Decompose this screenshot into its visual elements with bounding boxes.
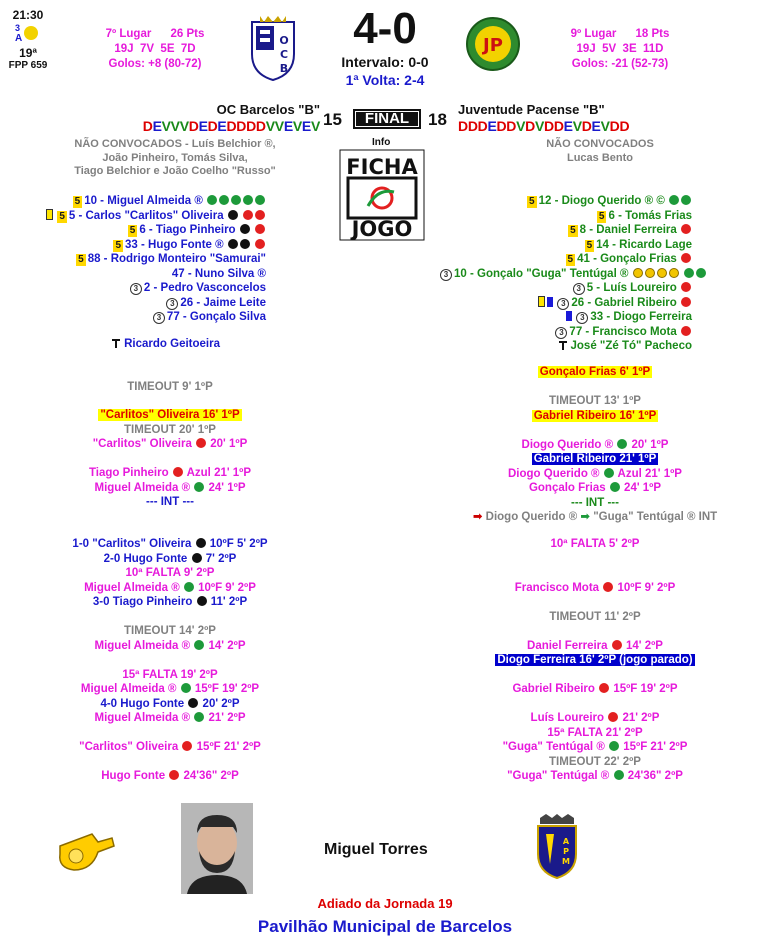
away-goals: Golos: -21 (52-73) <box>571 58 669 70</box>
postponed-note: Adiado da Jornada 19 <box>317 896 453 911</box>
form-letter: E <box>487 118 497 134</box>
form-letter: V <box>265 118 275 134</box>
info-link[interactable]: Info <box>372 137 391 148</box>
event-row: "Carlitos" Oliveira 16' 1ºP <box>100 409 240 421</box>
event-row: 2-0 Hugo Fonte 7' 2ºP <box>103 552 237 565</box>
event-row: Gabriel Ribeiro 16' 1ºP <box>533 409 657 422</box>
away-not-called: NÃO CONVOCADOS <box>546 138 654 150</box>
event-row: Daniel Ferreira 14' 2ºP <box>527 639 663 652</box>
event-row: Diogo Querido ® Azul 21' 1ºP <box>508 467 682 480</box>
home-form <box>124 118 320 134</box>
list-item: 5 33 - Hugo Fonte ® <box>20 238 266 253</box>
list-item: 5 88 - Rodrigo Monteiro "Samurai" <box>78 253 266 265</box>
event-row: Gabriel Ribeiro 15ºF 19' 2ºP <box>512 683 678 695</box>
form-letter: V <box>310 118 320 134</box>
form-letter: E <box>152 118 162 134</box>
svg-text:P: P <box>563 847 569 856</box>
list-item: 5 41 - Gonçalo Frias <box>440 252 692 267</box>
match-time: 21:30 <box>12 8 44 22</box>
svg-text:JP: JP <box>483 35 503 56</box>
event-row: Miguel Almeida ® 10ºF 9' 2ºP <box>84 581 256 594</box>
away-lineup <box>440 194 692 354</box>
home-team-logo <box>246 14 300 82</box>
list-item: 5 14 - Ricardo Lage <box>586 238 692 251</box>
away-form <box>458 118 629 134</box>
svg-text:FICHA: FICHA <box>346 155 418 179</box>
whistle-icon <box>52 826 118 876</box>
list-item: 5 8 - Daniel Ferreira <box>440 223 692 238</box>
form-letter: E <box>563 118 573 134</box>
form-letter: D <box>581 118 592 134</box>
svg-text:JOGO: JOGO <box>351 217 413 241</box>
timeout-home-1: TIMEOUT 9' 1ºP <box>127 381 213 393</box>
away-record: 19J 5V 3E 11D <box>576 43 664 55</box>
form-letter: D <box>188 118 199 134</box>
form-letter: D <box>246 118 256 134</box>
svg-text:M: M <box>562 857 570 866</box>
form-letter: D <box>525 118 535 134</box>
final-score: 4-0 <box>353 4 417 53</box>
form-letter: D <box>619 118 630 134</box>
substitution-arrow-icon: ➡ <box>472 511 483 523</box>
form-letter: D <box>544 118 554 134</box>
event-row: Miguel Almeida ® 14' 2ºP <box>94 639 246 652</box>
event-row: "Carlitos" Oliveira 20' 1ºP <box>92 438 248 450</box>
venue-name: Pavilhão Municipal de Barcelos <box>257 917 513 936</box>
away-coach: José "Zé Tó" Pacheco <box>440 339 692 354</box>
referee-photo <box>181 803 253 894</box>
svg-text:O: O <box>279 34 289 47</box>
form-letter: V <box>170 118 180 134</box>
home-not-called: NÃO CONVOCADOS - Luís Belchior ®, <box>74 138 276 150</box>
form-letter: D <box>142 118 153 134</box>
home-position: 15 <box>323 110 342 129</box>
form-letter: D <box>467 118 478 134</box>
event-row: Miguel Almeida ® 15ºF 19' 2ºP <box>80 683 260 695</box>
halftime-score: Intervalo: 0-0 <box>341 54 429 70</box>
form-letter: E <box>283 118 293 134</box>
home-team-name: OC Barcelos "B" <box>216 102 320 117</box>
away-position: 18 <box>428 110 447 129</box>
list-item: 5 5 - Carlos "Carlitos" Oliveira <box>20 209 266 224</box>
list-item: 3 77 - Francisco Mota <box>440 325 692 340</box>
form-letter: D <box>236 118 247 134</box>
event-row: 4-0 Hugo Fonte 20' 2ºP <box>100 697 240 710</box>
svg-text:C: C <box>279 48 289 61</box>
form-letter: D <box>207 118 218 134</box>
form-letter: V <box>572 118 582 134</box>
event-row: Diogo Querido ® 20' 1ºP <box>521 438 669 451</box>
event-row: Gonçalo Frias 24' 1ºP <box>528 482 662 494</box>
svg-text:A: A <box>562 837 570 846</box>
round-number: 19ª <box>19 46 37 60</box>
event-row: Miguel Almeida ® 21' 2ºP <box>94 712 246 724</box>
final-status-badge: FINAL <box>353 109 421 129</box>
form-letter: E <box>217 118 227 134</box>
form-letter: V <box>179 118 189 134</box>
substitution-row: ➡ Diogo Querido ® ➡ "Guga" Tentúgal ® INT <box>472 511 718 523</box>
list-item: 3 2 - Pedro Vasconcelos <box>20 281 266 296</box>
form-letter: E <box>301 118 311 134</box>
form-letter: D <box>458 118 468 134</box>
home-rank: 7º Lugar 26 Pts <box>105 28 205 40</box>
home-lineup <box>20 194 266 325</box>
event-row: Gonçalo Frias 6' 1ºP <box>539 366 651 378</box>
event-row: Miguel Almeida ® 24' 1ºP <box>94 481 246 494</box>
event-row: "Guga" Tentúgal ® 15ºF 21' 2ºP <box>502 741 688 753</box>
ficha-jogo-logo <box>334 148 430 242</box>
first-leg-score: 1ª Volta: 2-4 <box>345 72 425 88</box>
event-row: "Carlitos" Oliveira 15ºF 21' 2ºP <box>79 741 261 753</box>
event-row: Tiago Pinheiro Azul 21' 1ºP <box>88 467 252 479</box>
form-letter: D <box>496 118 507 134</box>
form-letter: D <box>226 118 237 134</box>
list-item: 3 5 - Luís Loureiro <box>440 281 692 296</box>
list-item: 5 6 - Tomás Frias <box>598 209 692 222</box>
form-letter: V <box>292 118 302 134</box>
list-item: 3 26 - Gabriel Ribeiro <box>440 296 692 311</box>
apm-crest-icon <box>532 814 582 880</box>
event-row: Diogo Ferreira 16' 2ºP (jogo parado) <box>497 654 693 666</box>
list-item: 5 10 - Miguel Almeida ® <box>20 194 266 209</box>
list-item: 5 6 - Tiago Pinheiro <box>20 223 266 238</box>
event-row: Francisco Mota 10ºF 9' 2ºP <box>514 581 676 594</box>
away-team-logo <box>465 16 521 72</box>
event-row: 1-0 "Carlitos" Oliveira 10ºF 5' 2ºP <box>72 538 268 550</box>
substitution-arrow-icon: ➡ <box>580 511 591 523</box>
event-row: 3-0 Tiago Pinheiro 11' 2ºP <box>92 596 248 608</box>
form-letter: D <box>506 118 517 134</box>
form-letter: V <box>534 118 545 134</box>
form-letter: D <box>255 118 266 134</box>
competition-logo: 3 A <box>15 24 41 46</box>
form-letter: E <box>591 118 601 134</box>
home-goals: Golos: +8 (80-72) <box>108 58 202 70</box>
away-rank: 9º Lugar 18 Pts <box>570 28 670 40</box>
form-letter: V <box>161 118 171 134</box>
form-letter: D <box>609 118 620 134</box>
event-row: Luís Loureiro 21' 2ºP <box>530 712 660 724</box>
form-letter: V <box>274 118 284 134</box>
form-letter: D <box>553 118 564 134</box>
list-item: 47 - Nuno Silva ® <box>171 267 266 280</box>
event-row: Hugo Fonte 24'36" 2ºP <box>101 770 239 782</box>
list-item: 3 10 - Gonçalo "Guga" Tentúgal ® <box>440 267 692 282</box>
home-coach: Ricardo Geitoeira <box>20 337 220 352</box>
match-code: FPP 659 <box>8 60 48 71</box>
event-row: Gabriel Ribeiro 21' 1ºP <box>533 453 657 465</box>
list-item: 3 26 - Jaime Leite <box>20 296 266 311</box>
svg-text:B: B <box>279 62 289 75</box>
list-item: 3 33 - Diogo Ferreira <box>440 310 692 325</box>
interval-marker: --- INT --- <box>571 496 619 509</box>
list-item: 5 12 - Diogo Querido ® © <box>440 194 692 209</box>
form-letter: V <box>516 118 526 134</box>
home-record: 19J 7V 5E 7D <box>114 43 196 55</box>
event-row: "Guga" Tentúgal ® 24'36" 2ºP <box>507 770 683 782</box>
away-team-name: Juventude Pacense "B" <box>458 102 605 117</box>
list-item: 3 77 - Gonçalo Silva <box>20 310 266 325</box>
form-letter: E <box>198 118 208 134</box>
interval-marker: --- INT --- <box>146 496 194 508</box>
referee-name: Miguel Torres <box>324 841 428 858</box>
form-letter: D <box>477 118 488 134</box>
form-letter: V <box>600 118 610 134</box>
